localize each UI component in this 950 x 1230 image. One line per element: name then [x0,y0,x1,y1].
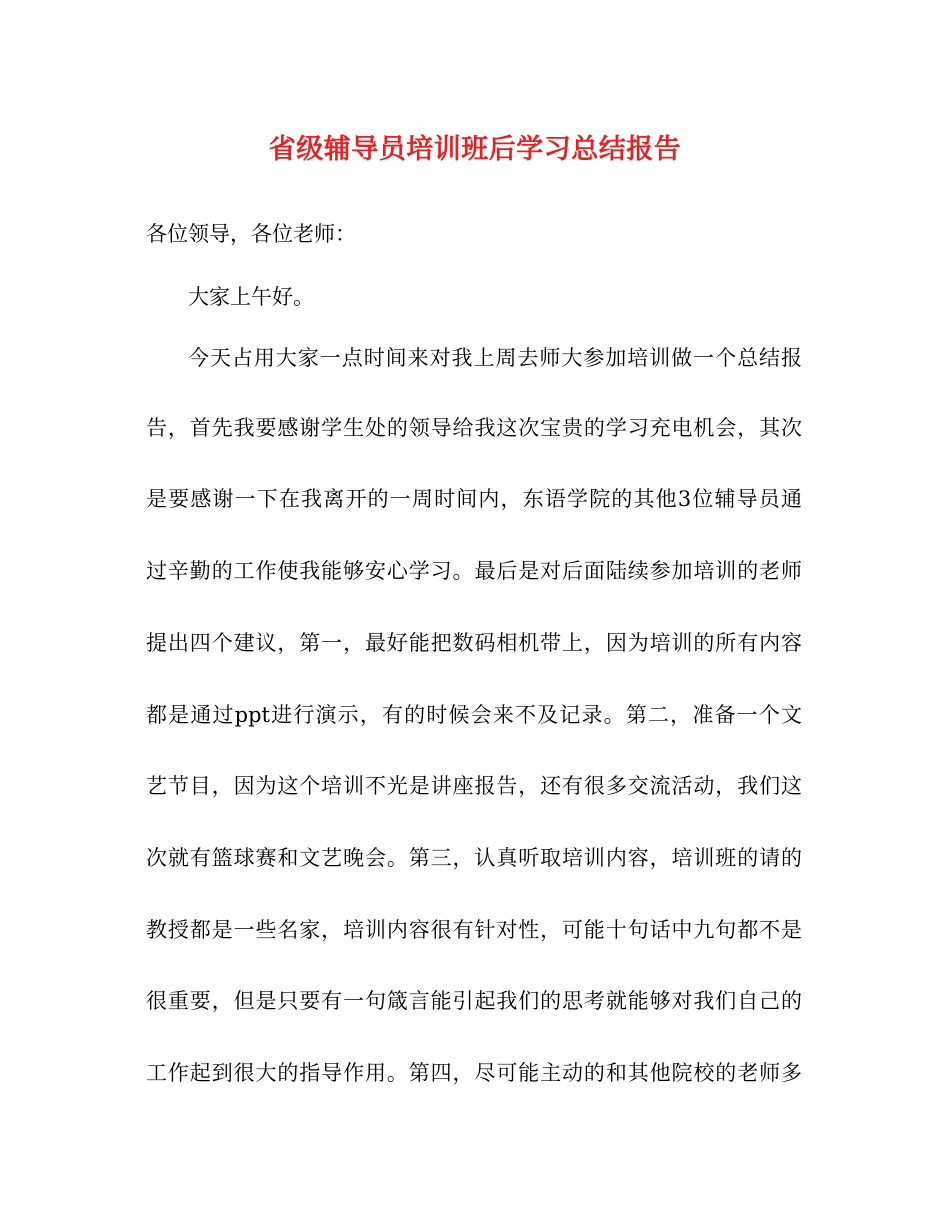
paragraph-line: 告，首先我要感谢学生处的领导给我这次宝贵的学习充电机会，其次 [146,416,802,440]
paragraph-line: 艺节目，因为这个培训不光是讲座报告，还有很多交流活动，我们这 [146,774,802,798]
salutation: 各位领导，各位老师： [146,222,356,246]
paragraph-line: 今天占用大家一点时间来对我上周去师大参加培训做一个总结报 [188,346,802,370]
paragraph-line: 工作起到很大的指导作用。第四，尽可能主动的和其他院校的老师多 [146,1061,802,1085]
paragraph-line: 次就有篮球赛和文艺晚会。第三，认真听取培训内容，培训班的请的 [146,846,802,870]
page-title: 省级辅导员培训班后学习总结报告 [268,134,682,165]
paragraph-line: 教授都是一些名家，培训内容很有针对性，可能十句话中九句都不是 [146,918,802,942]
paragraph-line: 提出四个建议，第一，最好能把数码相机带上，因为培训的所有内容 [146,631,802,655]
paragraph-line: 都是通过ppt进行演示，有的时候会来不及记录。第二，准备一个文 [146,703,802,727]
paragraph-line: 很重要，但是只要有一句箴言能引起我们的思考就能够对我们自己的 [146,989,802,1013]
greeting: 大家上午好。 [188,285,314,309]
paragraph-line: 是要感谢一下在我离开的一周时间内，东语学院的其他3位辅导员通 [146,487,802,511]
paragraph-line: 过辛勤的工作使我能够安心学习。最后是对后面陆续参加培训的老师 [146,559,802,583]
